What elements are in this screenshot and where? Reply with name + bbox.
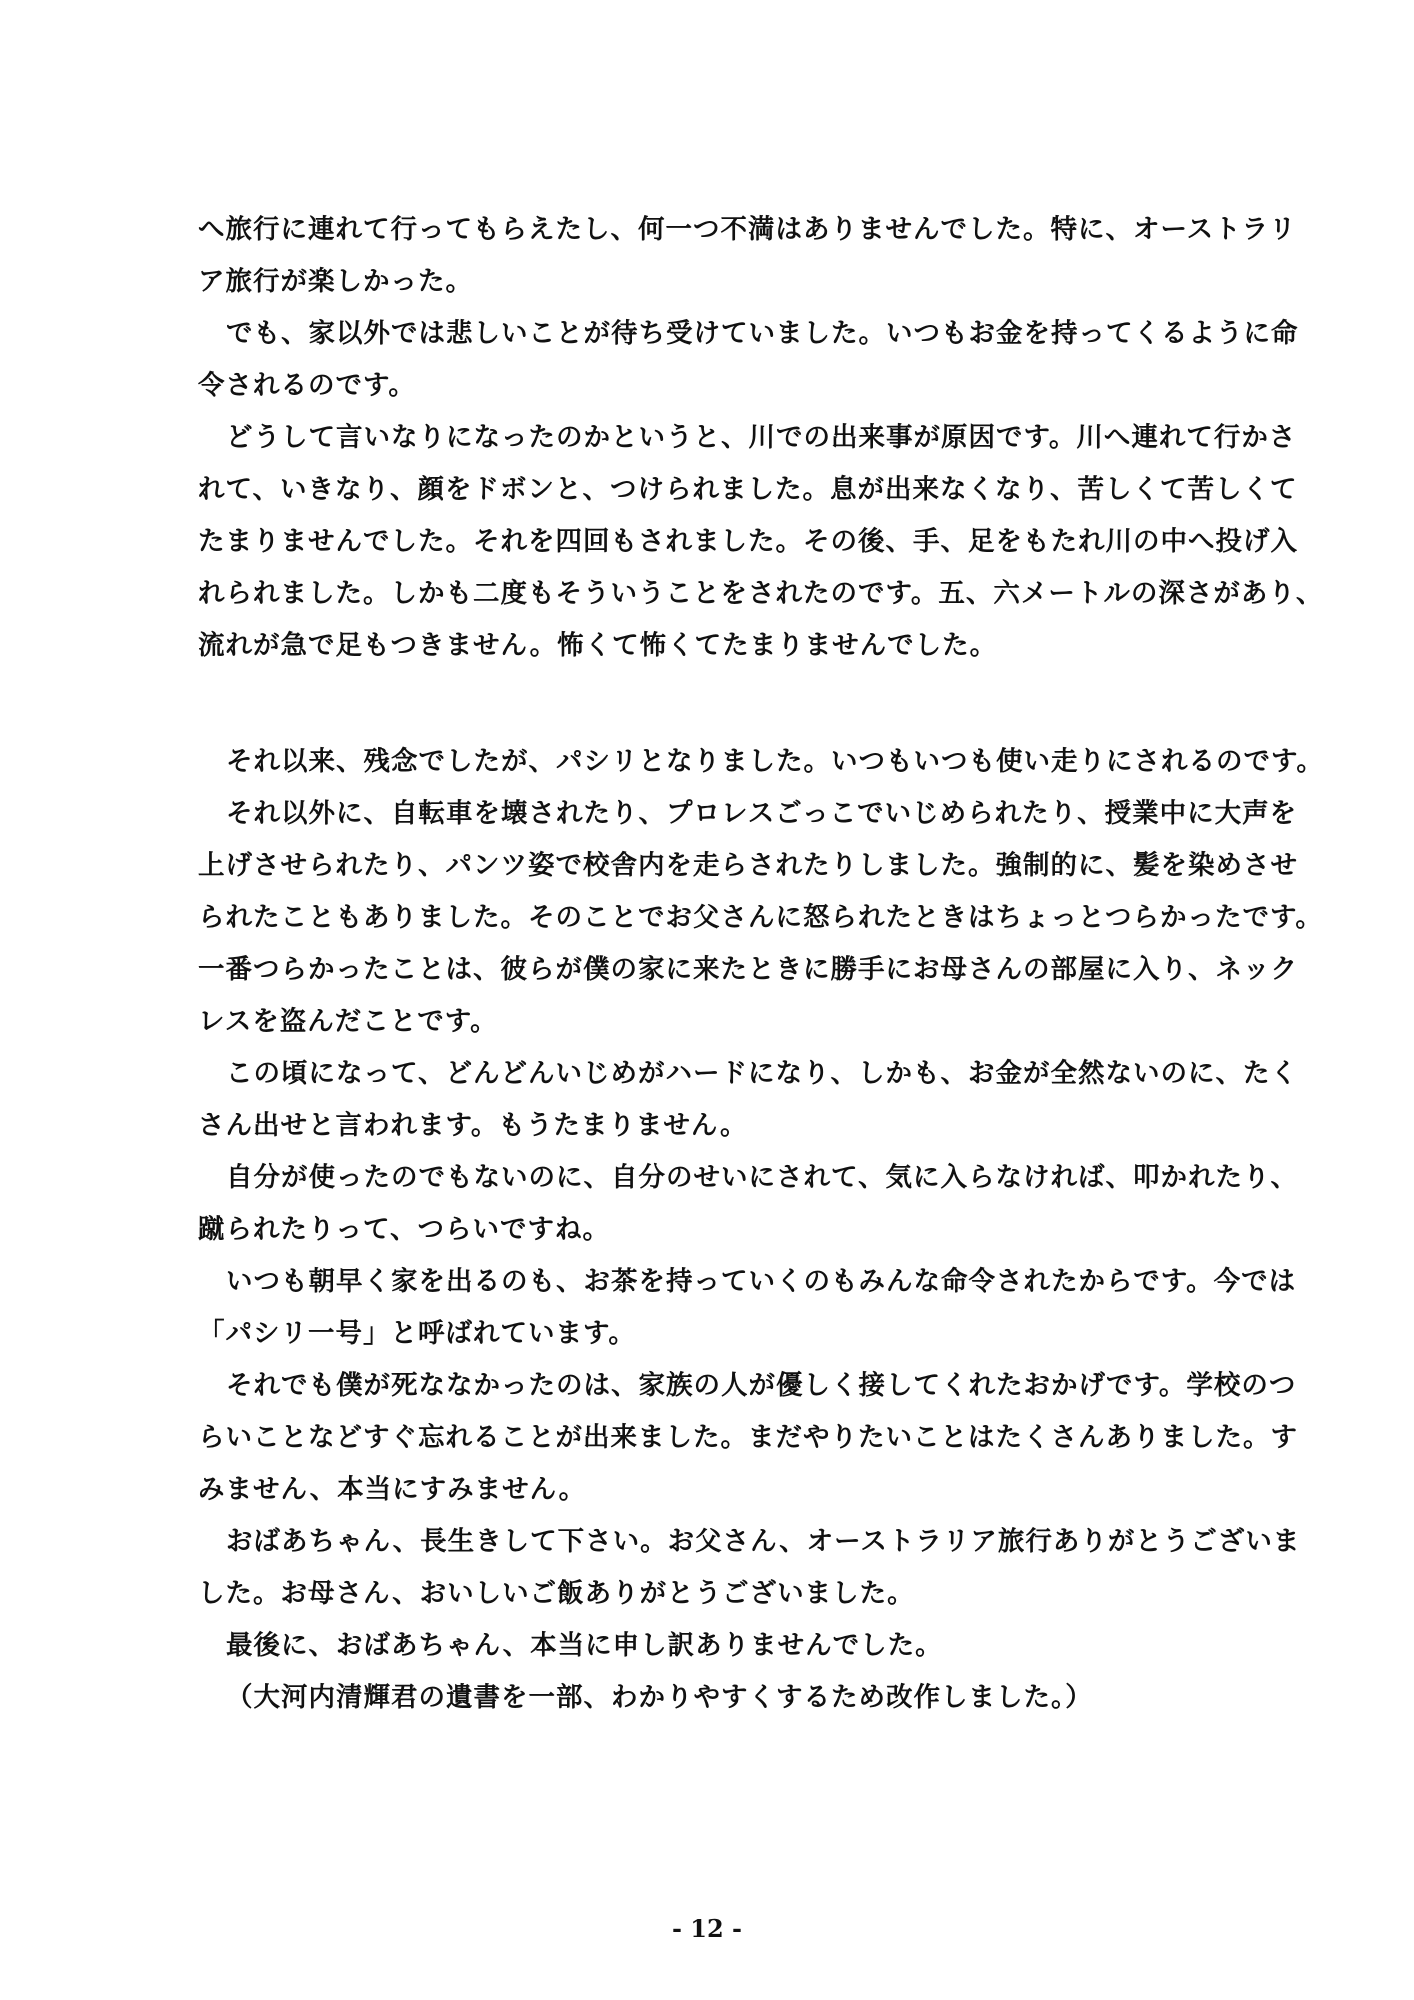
text-block-1 bbox=[198, 204, 1324, 672]
text-line: それ以来、残念でしたが、パシリとなりました。いつもいつも使い走りにされるのです。 bbox=[226, 746, 1324, 777]
text-line: さん出せと言われます。もうたまりません。 bbox=[198, 1110, 748, 1141]
text-line: みません、本当にすみません。 bbox=[198, 1474, 587, 1505]
text-line: 上げさせられたり、パンツ姿で校舎内を走らされたりしました。強制的に、髪を染めさせ bbox=[198, 850, 1298, 881]
text-line: どうして言いなりになったのかというと、川での出来事が原因です。川へ連れて行かさ bbox=[226, 422, 1297, 453]
text-line: それ以外に、自転車を壊されたり、プロレスごっこでいじめられたり、授業中に大声を bbox=[226, 798, 1298, 829]
text-line: ア旅行が楽しかった。 bbox=[198, 266, 473, 297]
text-line: 一番つらかったことは、彼らが僕の家に来たときに勝手にお母さんの部屋に入り、ネック bbox=[198, 954, 1298, 985]
text-line: おばあちゃん、長生きして下さい。お父さん、オーストラリア旅行ありがとうございま bbox=[226, 1526, 1301, 1557]
text-line: らいことなどすぐ忘れることが出来ました。まだやりたいことはたくさんありました。す bbox=[198, 1422, 1298, 1453]
text-block-2 bbox=[198, 736, 1324, 1724]
text-line: 流れが急で足もつきません。怖くて怖くてたまりませんでした。 bbox=[198, 630, 998, 661]
text-line: いつも朝早く家を出るのも、お茶を持っていくのもみんな命令されたからです。今では bbox=[226, 1266, 1297, 1297]
text-line: 令されるのです。 bbox=[198, 370, 416, 401]
text-line: たまりませんでした。それを四回もされました。その後、手、足をもたれ川の中へ投げ入 bbox=[198, 526, 1298, 557]
text-line: れて、いきなり、顔をドボンと、つけられました。息が出来なくなり、苦しくて苦しくて bbox=[198, 474, 1298, 505]
page-number: - 12 - bbox=[671, 1914, 743, 1943]
text-line: 蹴られたりって、つらいですね。 bbox=[198, 1214, 610, 1245]
text-line: この頃になって、どんどんいじめがハードになり、しかも、お金が全然ないのに、たく bbox=[226, 1058, 1298, 1089]
text-line: レスを盗んだことです。 bbox=[198, 1006, 498, 1037]
text-line: した。お母さん、おいしいご飯ありがとうございました。 bbox=[198, 1578, 915, 1609]
text-line: 最後に、おばあちゃん、本当に申し訳ありませんでした。 bbox=[226, 1630, 943, 1661]
text-line: 自分が使ったのでもないのに、自分のせいにされて、気に入らなければ、叩かれたり、 bbox=[226, 1162, 1298, 1193]
text-line: へ旅行に連れて行ってもらえたし、何一つ不満はありませんでした。特に、オーストラリ bbox=[198, 214, 1297, 245]
text-line: それでも僕が死ななかったのは、家族の人が優しく接してくれたおかげです。学校のつ bbox=[226, 1370, 1297, 1401]
attribution-note: （大河内清輝君の遺書を一部、わかりやすくするため改作しました。） bbox=[226, 1682, 1093, 1713]
text-line: でも、家以外では悲しいことが待ち受けていました。いつもお金を持ってくるように命 bbox=[226, 318, 1299, 349]
text-line: 「パシリ一号」と呼ばれています。 bbox=[198, 1318, 636, 1349]
text-line: れられました。しかも二度もそういうことをされたのです。五、六メートルの深さがあり、 bbox=[198, 578, 1324, 609]
text-line: られたこともありました。そのことでお父さんに怒られたときはちょっとつらかったです。 bbox=[198, 902, 1323, 933]
